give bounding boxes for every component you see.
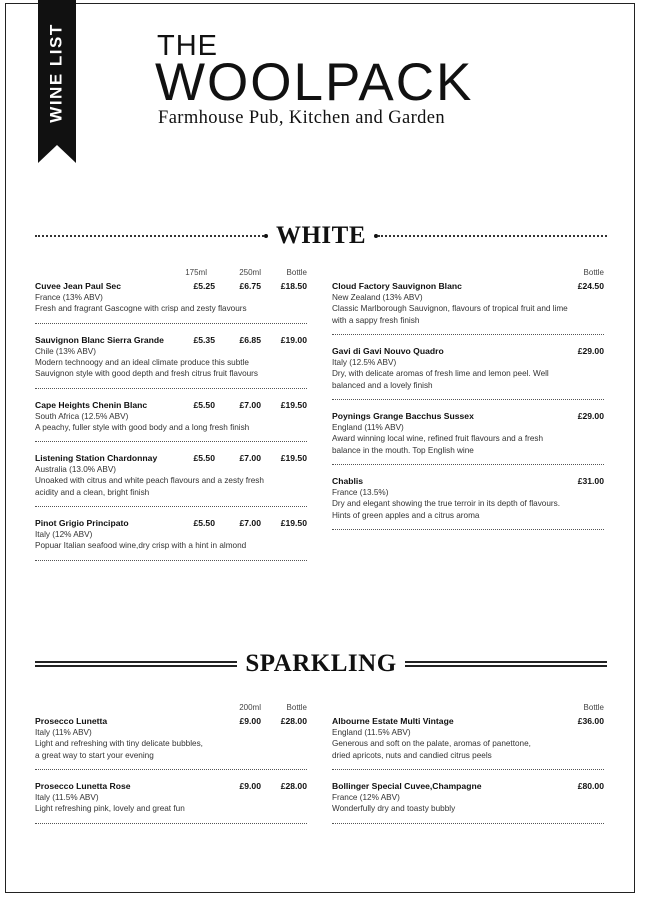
wine-name: Listening Station Chardonnay <box>35 453 158 463</box>
wine-origin: France (13% ABV) <box>35 293 103 302</box>
column-headers <box>35 703 307 715</box>
wine-name: Bollinger Special Cuvee,Champagne <box>332 781 482 791</box>
wine-price: £5.25 <box>193 281 215 291</box>
wine-price: £19.50 <box>280 518 307 528</box>
ribbon-label-box <box>38 0 76 145</box>
brand-name: WOOLPACK <box>155 53 474 112</box>
wine-price: £19.00 <box>280 334 307 345</box>
wine-price: £80.00 <box>577 781 604 791</box>
wine-description: Dry and elegant showing the true terroir in its depth of flavours. <box>332 499 561 508</box>
wine-price: £28.00 <box>280 781 307 791</box>
wine-description: Light and refreshing with tiny delicate bubbles, <box>35 739 203 748</box>
column-header: Bottle <box>583 703 604 712</box>
wine-description: balance in the mouth. Top English wine <box>332 445 474 455</box>
wine-origin: Italy (11% ABV) <box>35 728 92 737</box>
wine-price: £5.50 <box>193 399 215 410</box>
wine-description: Fresh and fragrant Gascogne with crisp and zesty flavours <box>35 304 247 313</box>
wine-description: Dry, with delicate aromas of fresh lime and lemon peel. Well <box>332 369 549 378</box>
wine-entry <box>332 715 604 770</box>
wine-origin: France (13.5%) <box>332 488 389 497</box>
sparkling-right-column <box>332 703 604 834</box>
white-left-column <box>35 268 307 571</box>
ribbon-label: WINE LIST <box>47 22 67 123</box>
wine-price: £5.50 <box>193 453 215 463</box>
wine-origin: Chile (13% ABV) <box>35 346 96 356</box>
wine-origin: South Africa (12.5% ABV) <box>35 411 129 421</box>
wine-price: £7.00 <box>239 399 261 410</box>
wine-price: £7.00 <box>239 453 261 463</box>
wine-entry <box>35 452 307 507</box>
wine-origin: Italy (11.5% ABV) <box>35 793 99 802</box>
sparkling-heading <box>35 650 607 678</box>
column-headers <box>332 703 604 715</box>
wine-description: Classic Marlborough Sauvignon, flavours of tropical fruit and lime <box>332 304 568 313</box>
wine-origin: England (11.5% ABV) <box>332 728 411 737</box>
wine-description: Light refreshing pink, lovely and great fun <box>35 804 185 813</box>
wine-name: Prosecco Lunetta Rose <box>35 781 131 791</box>
wine-price: £9.00 <box>239 716 261 726</box>
column-header: Bottle <box>286 703 307 712</box>
wine-origin: Australia (13.0% ABV) <box>35 465 117 474</box>
wine-description: Sauvignon style with good depth and fresh citrus fruit flavours <box>35 369 259 378</box>
wine-name: Cape Heights Chenin Blanc <box>35 399 148 410</box>
column-headers <box>35 268 307 280</box>
wine-price: £6.75 <box>239 281 261 291</box>
wine-price: £7.00 <box>239 518 261 528</box>
wine-description: acidity and a clean, bright finish <box>35 487 150 497</box>
wine-entry <box>35 280 307 324</box>
wine-name: Chablis <box>332 476 364 486</box>
heading-rule-left <box>35 661 237 667</box>
wine-description: Generous and soft on the palate, aromas of panettone, <box>332 739 531 748</box>
wine-origin: New Zealand (13% ABV) <box>332 293 423 302</box>
wine-description: A peachy, fuller style with good body and a long fresh finish <box>35 422 250 432</box>
wine-description: Wonderfully dry and toasty bubbly <box>332 804 456 813</box>
column-headers <box>332 268 604 280</box>
wine-price: £19.50 <box>280 399 307 410</box>
wine-description: a great way to start your evening <box>35 750 154 760</box>
wine-price: £29.00 <box>577 411 604 421</box>
heading-rule-right <box>405 661 607 667</box>
wine-description: Modern technoogy and an ideal climate produce this subtle <box>35 357 249 367</box>
wine-description: Popuar Italian seafood wine,dry crisp with a hint in almond <box>35 541 247 550</box>
wine-entry <box>35 334 307 389</box>
white-right-column <box>332 268 604 540</box>
wine-name: Albourne Estate Multi Vintage <box>332 716 454 726</box>
wine-name: Pinot Grigio Principato <box>35 518 129 528</box>
wine-price: £18.50 <box>280 281 307 291</box>
wine-entry <box>332 475 604 530</box>
wine-name: Poynings Grange Bacchus Sussex <box>332 411 474 421</box>
wine-price: £9.00 <box>239 781 261 791</box>
wine-description: balanced and a lovely finish <box>332 380 433 390</box>
brand-tagline: Farmhouse Pub, Kitchen and Garden <box>158 108 446 128</box>
wine-entry <box>332 345 604 400</box>
column-header: 200ml <box>239 703 261 712</box>
wine-price: £28.00 <box>280 716 307 726</box>
wine-name: Prosecco Lunetta <box>35 716 108 726</box>
wine-price: £5.35 <box>193 334 215 345</box>
wine-price: £29.00 <box>577 346 604 356</box>
wine-origin: England (11% ABV) <box>332 423 404 432</box>
wine-name: Cloud Factory Sauvignon Blanc <box>332 281 462 291</box>
wine-name: Gavi di Gavi Nouvo Quadro <box>332 346 444 356</box>
white-heading-title: WHITE <box>275 222 367 249</box>
wine-entry <box>35 399 307 443</box>
sparkling-heading-title: SPARKLING <box>245 650 397 677</box>
wine-entry <box>332 780 604 824</box>
wine-price: £6.85 <box>239 334 261 345</box>
wine-origin: Italy (12% ABV) <box>35 530 93 539</box>
column-header: Bottle <box>286 268 307 277</box>
white-heading <box>35 222 607 250</box>
wine-entry <box>35 780 307 824</box>
column-header: 250ml <box>239 268 261 277</box>
wine-description: Unoaked with citrus and white peach flavours and a zesty fresh <box>35 476 264 485</box>
wine-entry <box>35 517 307 561</box>
column-header: Bottle <box>583 268 604 277</box>
wine-origin: France (12% ABV) <box>332 793 400 802</box>
column-header: 175ml <box>185 268 207 277</box>
wine-entry <box>332 410 604 465</box>
wine-entry <box>332 280 604 335</box>
wine-description: dried apricots, nuts and candied citrus peels <box>332 750 492 760</box>
wine-description: Award winning local wine, refined fruit flavours and a fresh <box>332 434 544 443</box>
wine-description: with a sappy fresh finish <box>332 315 420 325</box>
wine-name: Cuvee Jean Paul Sec <box>35 281 121 291</box>
heading-rule-right <box>378 235 607 237</box>
wine-price: £24.50 <box>577 281 604 291</box>
wine-description: Hints of green apples and a citrus aroma <box>332 510 480 520</box>
wine-name: Sauvignon Blanc Sierra Grande <box>35 334 164 345</box>
heading-rule-left <box>35 235 264 237</box>
brand-the: THE <box>157 30 218 62</box>
sparkling-left-column <box>35 703 307 834</box>
wine-price: £31.00 <box>577 476 604 486</box>
wine-price: £36.00 <box>577 716 604 726</box>
wine-price: £19.50 <box>280 453 307 463</box>
wine-price: £5.50 <box>193 518 215 528</box>
wine-origin: Italy (12.5% ABV) <box>332 358 397 367</box>
wine-entry <box>35 715 307 770</box>
